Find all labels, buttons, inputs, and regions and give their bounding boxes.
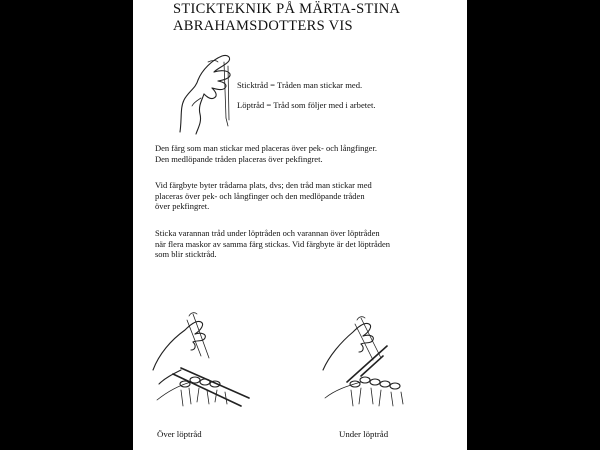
hand-holding-threads-illustration [168, 48, 238, 136]
document-page [133, 0, 467, 450]
paragraph-2-line-1: Vid färgbyte byter trådarna plats, dvs; den tråd man stickar med [155, 180, 372, 190]
definition-sticktrad: Sticktråd = Tråden man stickar med. [237, 80, 363, 90]
paragraph-2 [155, 180, 455, 212]
definition-loptrad: Löptråd = Tråd som följer med i arbetet. [237, 100, 376, 110]
document-title [173, 1, 400, 35]
knitting-under-thread-illustration [321, 316, 421, 412]
paragraph-3-line-3: som blir sticktråd. [155, 249, 217, 259]
paragraph-1-line-1: Den färg som man stickar med placeras över pek- och långfinger. [155, 143, 377, 153]
title-line-2: ABRAHAMSDOTTERS VIS [173, 18, 353, 34]
paragraph-3-line-2: när flera maskor av samma färg stickas. Vid färgbyte är det löptråden [155, 238, 391, 249]
title-line-1: STICKTEKNIK PÅ MÄRTA-STINA [173, 1, 401, 17]
paragraph-1 [155, 143, 455, 164]
paragraph-2-line-3: över pekfingret. [155, 201, 210, 211]
paragraph-2-line-2: placeras över pek- och långfinger och den medlöpande tråden [155, 190, 365, 201]
caption-under-loptrad: Under löptråd [339, 429, 389, 439]
caption-over-loptrad: Över löptråd [157, 429, 202, 439]
knitting-over-thread-illustration [151, 310, 251, 410]
paragraph-3-line-1: Sticka varannan tråd under löptråden och varannan över löptråden [155, 228, 380, 238]
paragraph-3 [155, 228, 455, 260]
paragraph-1-line-2: Den medlöpande tråden placeras över pekfingret. [155, 153, 323, 164]
